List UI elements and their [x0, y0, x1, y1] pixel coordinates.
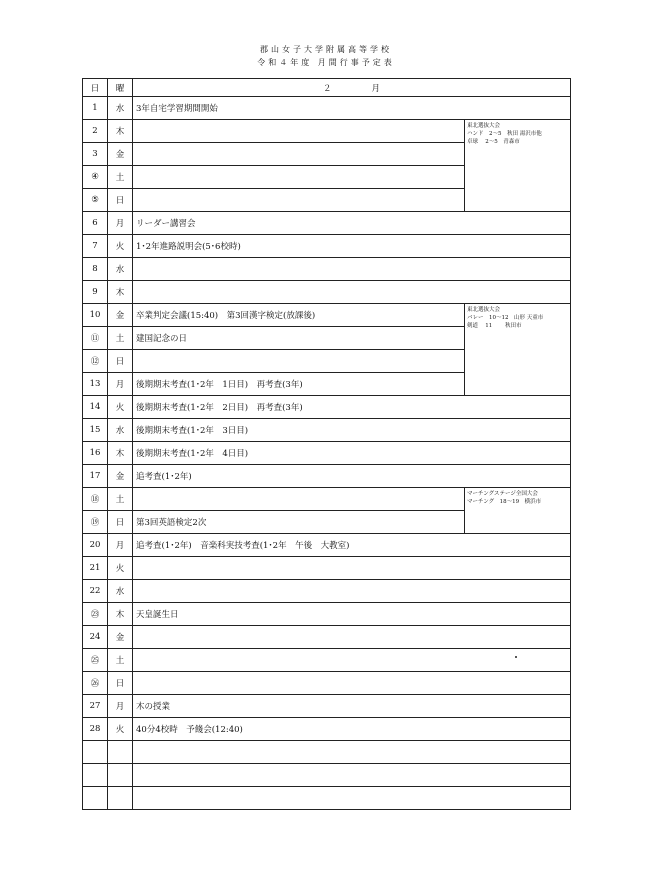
table-row: [83, 281, 571, 304]
row-weekday: [108, 787, 133, 810]
row-weekday: 土: [108, 166, 133, 189]
row-weekday: 木: [108, 281, 133, 304]
row-weekday: 木: [108, 603, 133, 626]
table-row: [83, 764, 571, 787]
row-day: 24: [83, 626, 108, 649]
row-weekday: 日: [108, 189, 133, 212]
row-weekday: 土: [108, 327, 133, 350]
row-day: 10: [83, 304, 108, 327]
side-note-line: 卓球 2～5 青森市: [467, 139, 520, 145]
row-weekday: 水: [108, 258, 133, 281]
row-event: 追考査(1･2年) 音楽科実技考査(1･2年 午後 大教室): [133, 534, 571, 557]
row-day: 21: [83, 557, 108, 580]
table-row: [83, 718, 571, 741]
row-day: [83, 764, 108, 787]
row-event: [133, 580, 571, 603]
row-day: 7: [83, 235, 108, 258]
table-row: [83, 258, 571, 281]
side-note-line: 剣道 11 秋田市: [467, 323, 522, 329]
row-event: [133, 120, 465, 143]
row-weekday: 水: [108, 97, 133, 120]
header-month-unit: 月: [371, 83, 381, 94]
table-header-row: [83, 79, 571, 97]
row-event: 後期期末考査(1･2年 2日目) 再考査(3年): [133, 396, 571, 419]
row-event: [133, 787, 571, 810]
row-event: [133, 672, 571, 695]
row-event: 追考査(1･2年): [133, 465, 571, 488]
table-row: [83, 787, 571, 810]
table-row: [83, 419, 571, 442]
row-day: ㉓: [83, 603, 108, 626]
row-day: 22: [83, 580, 108, 603]
row-weekday: 火: [108, 235, 133, 258]
row-weekday: 金: [108, 143, 133, 166]
row-day: 13: [83, 373, 108, 396]
row-event: [133, 764, 571, 787]
table-row: [83, 672, 571, 695]
row-weekday: [108, 764, 133, 787]
row-event: 後期期末考査(1･2年 1日目) 再考査(3年): [133, 373, 465, 396]
side-note: [465, 120, 571, 212]
row-weekday: 月: [108, 212, 133, 235]
row-weekday: 木: [108, 442, 133, 465]
row-event: 3年自宅学習期間開始: [133, 97, 571, 120]
row-event: 木の授業: [133, 695, 571, 718]
table-row: [83, 120, 571, 143]
row-day: ⑫: [83, 350, 108, 373]
row-day: 9: [83, 281, 108, 304]
side-note-line: ハンド 2～5 秋田 湯沢市他: [467, 131, 542, 137]
table-row: [83, 603, 571, 626]
row-weekday: 金: [108, 304, 133, 327]
table-row: [83, 212, 571, 235]
row-day: ㉖: [83, 672, 108, 695]
table-row: [83, 626, 571, 649]
table-row: [83, 649, 571, 672]
row-event: [133, 488, 465, 511]
row-day: 2: [83, 120, 108, 143]
row-day: 17: [83, 465, 108, 488]
row-day: 16: [83, 442, 108, 465]
row-day: [83, 741, 108, 764]
row-weekday: 月: [108, 695, 133, 718]
schedule-title: 令和４年度 月間行事予定表: [257, 58, 395, 67]
side-note-line: マーチング 18～19 横浜市: [467, 499, 542, 505]
table-row: [83, 304, 571, 327]
table-row: [83, 488, 571, 511]
header-day: 日: [83, 79, 108, 97]
row-day: 8: [83, 258, 108, 281]
header-weekday: 曜: [108, 79, 133, 97]
row-event: 1･2年進路説明会(5･6校時): [133, 235, 571, 258]
table-row: [83, 97, 571, 120]
row-weekday: 土: [108, 649, 133, 672]
row-event: [133, 626, 571, 649]
row-weekday: 日: [108, 511, 133, 534]
row-event: 40分4校時 予餞会(12:40): [133, 718, 571, 741]
row-weekday: 土: [108, 488, 133, 511]
row-event: [133, 557, 571, 580]
row-weekday: 金: [108, 626, 133, 649]
row-day: [83, 787, 108, 810]
row-event: [133, 258, 571, 281]
row-weekday: 金: [108, 465, 133, 488]
row-weekday: 日: [108, 672, 133, 695]
stray-dot: [515, 656, 517, 658]
schedule-table: [82, 78, 571, 810]
row-day: ⑤: [83, 189, 108, 212]
table-row: [83, 465, 571, 488]
row-event: 建国記念の日: [133, 327, 465, 350]
row-day: 20: [83, 534, 108, 557]
row-event: [133, 281, 571, 304]
row-day: ㉕: [83, 649, 108, 672]
side-note-line: マーチングステージ全国大会: [467, 491, 538, 497]
school-name: 郡山女子大学附属高等学校: [260, 45, 392, 54]
side-note: [465, 488, 571, 534]
row-event: 天皇誕生日: [133, 603, 571, 626]
row-event: [133, 350, 465, 373]
row-event: [133, 189, 465, 212]
table-row: [83, 396, 571, 419]
row-weekday: 水: [108, 419, 133, 442]
row-day: 15: [83, 419, 108, 442]
row-weekday: 火: [108, 396, 133, 419]
row-event: 第3回英語検定2次: [133, 511, 465, 534]
table-row: [83, 557, 571, 580]
row-weekday: 月: [108, 373, 133, 396]
table-row: [83, 235, 571, 258]
row-weekday: 火: [108, 557, 133, 580]
row-event: [133, 741, 571, 764]
row-event: [133, 143, 465, 166]
row-day: 14: [83, 396, 108, 419]
row-event: 後期期末考査(1･2年 4日目): [133, 442, 571, 465]
row-day: 6: [83, 212, 108, 235]
row-day: ⑱: [83, 488, 108, 511]
row-event: リーダー講習会: [133, 212, 571, 235]
row-day: 27: [83, 695, 108, 718]
row-event: [133, 649, 571, 672]
header-month: [133, 79, 571, 97]
side-note: [465, 304, 571, 396]
row-day: ④: [83, 166, 108, 189]
row-day: ⑪: [83, 327, 108, 350]
side-note-line: 東北選抜大会: [467, 307, 501, 313]
row-event: [133, 166, 465, 189]
row-weekday: 月: [108, 534, 133, 557]
row-day: 3: [83, 143, 108, 166]
table-row: [83, 695, 571, 718]
row-event: 後期期末考査(1･2年 3日目): [133, 419, 571, 442]
row-day: 28: [83, 718, 108, 741]
row-weekday: 日: [108, 350, 133, 373]
table-row: [83, 580, 571, 603]
row-weekday: 水: [108, 580, 133, 603]
row-weekday: [108, 741, 133, 764]
row-event: 卒業判定会議(15:40) 第3回漢字検定(放課後): [133, 304, 465, 327]
table-row: [83, 741, 571, 764]
row-weekday: 火: [108, 718, 133, 741]
row-day: ⑲: [83, 511, 108, 534]
header-month-number: ２: [322, 83, 332, 94]
row-day: 1: [83, 97, 108, 120]
row-weekday: 木: [108, 120, 133, 143]
table-row: [83, 442, 571, 465]
table-row: [83, 534, 571, 557]
side-note-line: バレー 10～12 山形 天童市: [467, 315, 544, 321]
side-note-line: 東北選抜大会: [467, 123, 501, 129]
